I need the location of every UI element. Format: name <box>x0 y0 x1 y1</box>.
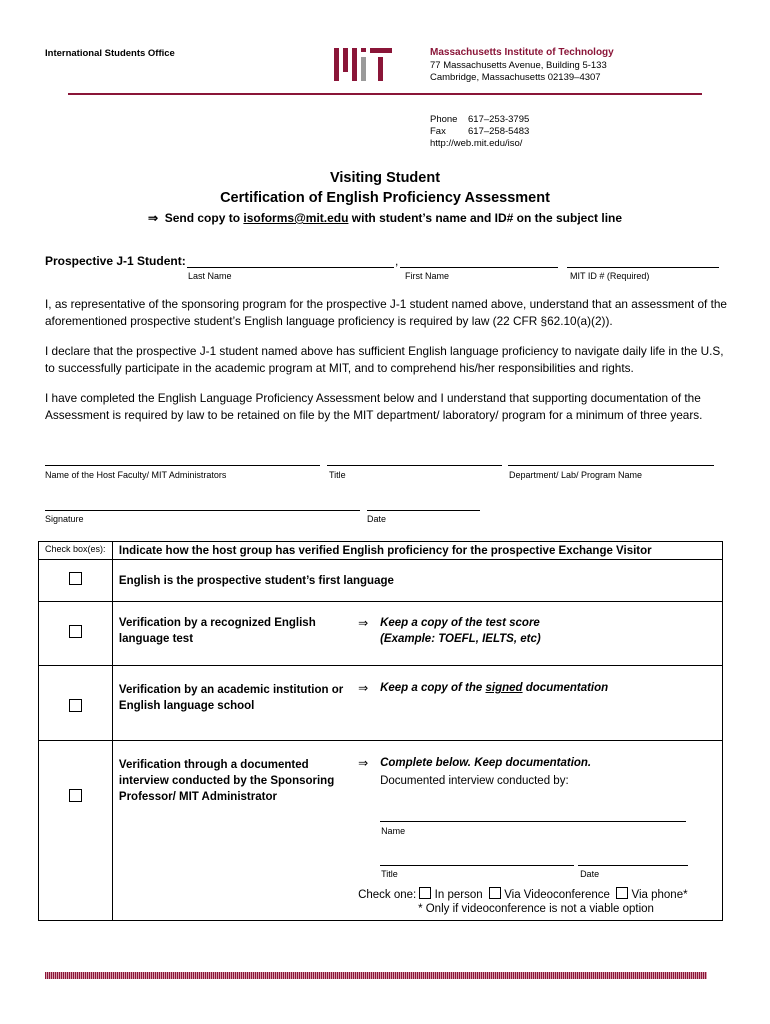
table-row <box>39 602 723 666</box>
form-title-line-2: Certification of English Proficiency Assessment <box>220 190 550 206</box>
checkbox-cell <box>39 741 113 921</box>
signed-doc-prefix: Keep a copy of the <box>380 682 486 694</box>
phone-option-label: Via phone* <box>631 889 688 901</box>
student-label: Prospective J-1 Student: <box>45 254 186 268</box>
mit-logo-bar-7 <box>378 57 383 81</box>
header-divider <box>68 93 702 95</box>
name-comma: , <box>395 254 399 268</box>
institution-name: Massachusetts Institute of Technology <box>430 47 614 58</box>
signed-documentation-instruction <box>358 680 722 696</box>
website-link[interactable]: http://web.mit.edu/iso/ <box>430 138 523 149</box>
language-test-checkbox[interactable] <box>69 625 82 638</box>
interviewer-title-label: Title <box>381 869 398 879</box>
last-name-field[interactable] <box>187 267 394 268</box>
test-score-line-2: (Example: TOEFL, IELTS, etc) <box>380 633 541 645</box>
department-label: Department/ Lab/ Program Name <box>509 470 643 480</box>
signature-field[interactable] <box>45 510 360 511</box>
signed-doc-suffix: documentation <box>522 682 609 694</box>
interviewer-title-field[interactable] <box>380 865 574 866</box>
signature-label: Signature <box>45 514 84 524</box>
checkbox-cell <box>39 602 113 666</box>
address-line-1: 77 Massachusetts Avenue, Building 5-133 <box>430 60 607 71</box>
paragraph-completion: I have completed the English Language Proficiency Assessment below and I understand that supporting documentation of the Assessment is required by law to be retained on file by the MIT department/ laboratory/ program for a minimum of three years. <box>45 391 703 422</box>
mit-logo-bar-4 <box>361 48 366 52</box>
first-name-field[interactable] <box>400 267 558 268</box>
conducted-by-label: Documented interview conducted by: <box>380 775 569 787</box>
mit-logo-bar-1 <box>334 48 339 81</box>
signature-date-label: Date <box>367 514 387 524</box>
fax-number: 617–258-5483 <box>468 126 530 137</box>
office-name: International Students Office <box>45 48 175 59</box>
arrow-right-icon: ⇒ <box>147 211 159 225</box>
arrow-right-icon: ⇒ <box>358 756 369 770</box>
test-score-line-1: Keep a copy of the test score <box>380 617 540 629</box>
verification-table <box>38 541 723 921</box>
interviewer-name-field[interactable] <box>380 821 686 822</box>
interview-date-field[interactable] <box>578 865 688 866</box>
language-test-option: Verification by a recognized English language test <box>112 602 358 666</box>
academic-institution-option: Verification by an academic institution or English language school <box>112 666 358 741</box>
department-field[interactable] <box>508 465 714 466</box>
in-person-label: In person <box>434 889 483 901</box>
complete-below-text: Complete below. Keep documentation. <box>380 757 592 769</box>
mit-id-label: MIT ID # (Required) <box>570 271 650 281</box>
academic-institution-instruction <box>358 666 722 741</box>
table-row <box>39 666 723 741</box>
email-link[interactable]: isoforms@mit.edu <box>243 211 349 225</box>
table-header-row <box>39 542 723 560</box>
verification-method-header: Indicate how the host group has verified English proficiency for the prospective Exchange Visitor <box>112 542 722 560</box>
signed-word: signed <box>485 682 523 694</box>
host-title-label: Title <box>329 470 346 480</box>
address-line-2: Cambridge, Massachusetts 02139–4307 <box>430 72 601 83</box>
interview-option: Verification through a documented interview conducted by the Sponsoring Professor/ MIT Administrator <box>112 741 358 921</box>
interview-details <box>358 741 722 921</box>
checkbox-cell <box>39 666 113 741</box>
first-name-label: First Name <box>405 271 450 281</box>
mit-logo <box>334 48 398 82</box>
academic-institution-checkbox[interactable] <box>69 699 82 712</box>
phone-footnote: * Only if videoconference is not a viable option <box>418 903 654 915</box>
videoconference-label: Via Videoconference <box>504 889 610 901</box>
videoconference-checkbox[interactable] <box>489 887 501 899</box>
interview-mode-selector <box>358 887 688 901</box>
checkbox-cell <box>39 560 113 602</box>
host-name-label: Name of the Host Faculty/ MIT Administrators <box>45 470 227 480</box>
send-copy-instruction <box>0 211 770 225</box>
interviewer-name-label: Name <box>381 826 406 836</box>
fax-label: Fax <box>430 126 446 137</box>
arrow-right-icon: ⇒ <box>358 681 369 695</box>
language-test-instruction <box>358 602 722 666</box>
mit-logo-bar-2 <box>343 48 348 72</box>
phone-checkbox[interactable] <box>616 887 628 899</box>
phone-number: 617–253-3795 <box>468 114 530 125</box>
phone-label: Phone <box>430 114 458 125</box>
phone-row <box>430 114 529 126</box>
first-language-option: English is the prospective student’s first language <box>112 560 722 602</box>
in-person-checkbox[interactable] <box>419 887 431 899</box>
first-language-checkbox[interactable] <box>69 572 82 585</box>
last-name-label: Last Name <box>188 271 232 281</box>
mit-id-field[interactable] <box>567 267 719 268</box>
mit-logo-bar-6 <box>370 48 392 53</box>
table-row <box>39 741 723 921</box>
mit-logo-bar-5 <box>361 57 366 81</box>
send-prefix: Send copy to <box>164 211 244 225</box>
host-title-field[interactable] <box>327 465 502 466</box>
mit-logo-bar-3 <box>352 48 357 81</box>
complete-below-instruction <box>358 755 722 771</box>
paragraph-declaration: I declare that the prospective J-1 student named above has sufficient English language proficiency to navigate daily life in the U.S, to successfully participate in the academic program at MIT, and to comprehend his/her responsibilities and rights. <box>45 344 724 375</box>
interview-checkbox[interactable] <box>69 789 82 802</box>
send-suffix: with student’s name and ID# on the subject line <box>348 211 623 225</box>
paragraph-understanding: I, as representative of the sponsoring program for the prospective J-1 student named above, understand that an assessment of the aforementioned prospective student’s English language proficiency is required by law (22 CFR §62.10(a)(2)). <box>45 297 727 328</box>
interview-date-label: Date <box>580 869 600 879</box>
form-title-line-1: Visiting Student <box>329 170 441 186</box>
fax-row <box>430 126 529 138</box>
check-one-label: Check one: <box>358 889 417 901</box>
host-name-field[interactable] <box>45 465 320 466</box>
arrow-right-icon: ⇒ <box>358 616 369 630</box>
signature-date-field[interactable] <box>367 510 480 511</box>
table-row <box>39 560 723 602</box>
test-score-instruction <box>358 615 722 647</box>
footer-bar <box>45 972 707 979</box>
check-boxes-header: Check box(es): <box>39 542 113 560</box>
